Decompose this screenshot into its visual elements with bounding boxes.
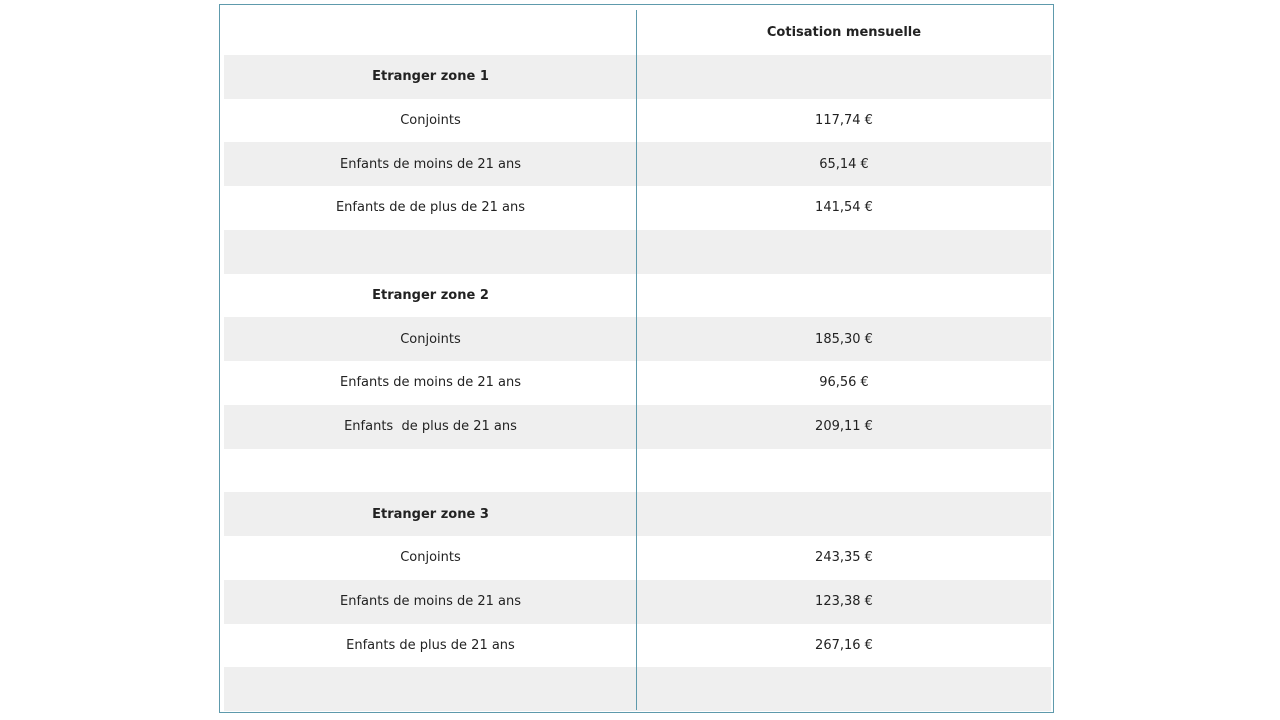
row-value: 123,38 € <box>815 594 873 610</box>
header-cell-cotisation: Cotisation mensuelle <box>766 25 922 41</box>
row-value: 96,56 € <box>819 375 869 391</box>
row-label: Enfants de moins de 21 ans <box>339 156 522 172</box>
row-value <box>637 230 1051 274</box>
table-row <box>224 274 1051 318</box>
row-label: Conjoints <box>400 550 461 566</box>
row-value <box>637 667 1051 711</box>
table-row <box>224 55 1051 99</box>
row-value: 117,74 € <box>815 112 873 128</box>
row-value: 65,14 € <box>819 156 869 172</box>
table-body <box>224 55 1051 711</box>
row-value: 209,11 € <box>815 419 873 435</box>
cotisation-table <box>219 4 1054 713</box>
row-value <box>637 449 1051 493</box>
row-label: Conjoints <box>400 331 461 347</box>
row-label: Enfants de plus de 21 ans <box>344 419 517 435</box>
row-value <box>637 492 1051 536</box>
row-label: Enfants de moins de 21 ans <box>339 375 522 391</box>
row-value: 243,35 € <box>815 550 873 566</box>
row-value: 141,54 € <box>815 200 873 216</box>
table-row <box>224 361 1051 405</box>
zone-heading: Etranger zone 1 <box>372 69 489 85</box>
table-row <box>224 405 1051 449</box>
zone-heading: Etranger zone 3 <box>372 506 489 522</box>
table-row <box>224 580 1051 624</box>
table-grid <box>224 11 1051 711</box>
table-header-row <box>224 11 1051 55</box>
row-label: Enfants de moins de 21 ans <box>339 594 522 610</box>
zone-heading: Etranger zone 2 <box>372 287 489 303</box>
column-divider <box>636 10 637 710</box>
table-row <box>224 492 1051 536</box>
row-label: Conjoints <box>400 112 461 128</box>
row-value: 267,16 € <box>815 637 873 653</box>
row-label <box>224 449 637 493</box>
table-row <box>224 449 1051 493</box>
table-row <box>224 536 1051 580</box>
table-row <box>224 667 1051 711</box>
table-row <box>224 186 1051 230</box>
row-label: Enfants de plus de 21 ans <box>346 637 515 653</box>
row-value <box>637 274 1051 318</box>
table-row <box>224 317 1051 361</box>
row-value <box>637 55 1051 99</box>
row-label: Enfants de de plus de 21 ans <box>335 200 526 216</box>
row-label <box>224 667 637 711</box>
header-cell-label <box>224 11 637 55</box>
table-row <box>224 624 1051 668</box>
table-row <box>224 99 1051 143</box>
row-label <box>224 230 637 274</box>
table-row <box>224 230 1051 274</box>
table-row <box>224 142 1051 186</box>
row-value: 185,30 € <box>815 331 873 347</box>
